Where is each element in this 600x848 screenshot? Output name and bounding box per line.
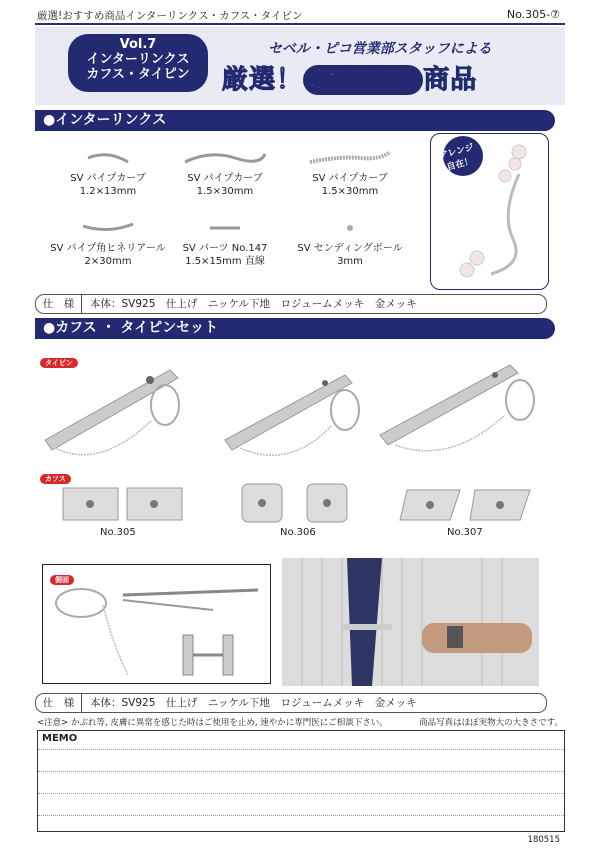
arrange-tag: アレンジ自在！	[438, 142, 475, 174]
spec-label: 仕 様	[36, 295, 82, 313]
interlink-item: SV パイプカーブ 1.5×30mm	[295, 148, 405, 198]
straight-part-image	[205, 218, 245, 238]
interlink-item: SV センディングボール 3mm	[290, 218, 410, 268]
twisted-pipe-image	[305, 148, 395, 168]
memo-line	[38, 749, 564, 750]
cuffs-tag: カフス	[40, 466, 71, 485]
section-interlinks: ●インターリンクス	[35, 110, 555, 131]
title-emphasis: おすすめ	[303, 65, 423, 95]
section-cuffs-tiepin: ●カフス ・ タイピンセット	[35, 318, 555, 339]
banner-subtitle: セベル・ピコ営業部スタッフによる	[268, 41, 492, 57]
title-suffix: 商品	[423, 65, 478, 95]
interlink-item: SV パーツ No.147 1.5×15mm 直線	[170, 218, 280, 268]
volume-number: Vol.7	[119, 37, 157, 52]
tiepin-images	[40, 360, 560, 470]
side-view-frame	[42, 564, 271, 684]
caution-note: <注意> かぶれ等, 皮膚に異常を感じた時はご使用を止め, 速やかに専門医にご相談下さい。	[37, 718, 388, 728]
header-title: 厳選!おすすめ商品インターリンクス・カフス・タイピン	[37, 10, 303, 22]
side-view-image	[43, 565, 270, 683]
curve-pipe-image	[180, 148, 270, 168]
memo-line	[38, 815, 564, 816]
tiepin-305	[45, 370, 179, 455]
banner-title	[222, 59, 477, 96]
tiepin-tag: タイピン	[40, 350, 78, 369]
volume-badge	[68, 34, 208, 92]
tiepin-306	[225, 375, 359, 455]
product-number: No.307	[447, 527, 483, 538]
memo-box[interactable]	[37, 730, 565, 832]
memo-line	[38, 793, 564, 794]
page-number: No.305-⑦	[506, 8, 560, 21]
spec-row	[35, 294, 547, 314]
scale-note: 商品写真はほぼ実物大の大きさです。	[419, 718, 563, 728]
product-number: No.305	[100, 527, 136, 538]
curve-pipe-image	[83, 148, 133, 168]
spec-row	[35, 693, 547, 713]
volume-line-3: カフス・タイピン	[86, 67, 190, 82]
ball-image	[340, 218, 360, 238]
interlink-item: SV パイプカーブ 1.2×13mm	[58, 148, 158, 198]
memo-line	[38, 771, 564, 772]
header-divider	[35, 23, 565, 25]
tiepin-307	[380, 365, 534, 451]
model-photo	[282, 558, 539, 686]
memo-title: MEMO	[42, 733, 78, 744]
square-twist-pipe-image	[78, 218, 138, 238]
side-tag: 側面	[50, 567, 74, 586]
footer-code: 180515	[527, 835, 560, 845]
spec-text: 本体：SV925 仕上げ ニッケル下地 ロジュームメッキ 金メッキ	[90, 298, 417, 310]
product-number: No.306	[280, 527, 316, 538]
spec-label: 仕 様	[36, 694, 82, 712]
spec-text: 本体：SV925 仕上げ ニッケル下地 ロジュームメッキ 金メッキ	[90, 697, 417, 709]
model-wearing-tie-image	[282, 558, 539, 686]
title-prefix: 厳選！	[222, 65, 304, 95]
volume-line-2: インターリンクス	[86, 52, 190, 67]
cufflink-images	[55, 480, 545, 525]
interlink-item: SV パイプカーブ 1.5×30mm	[170, 148, 280, 198]
interlink-item: SV パイプ角ヒネリアール 2×30mm	[48, 218, 168, 268]
